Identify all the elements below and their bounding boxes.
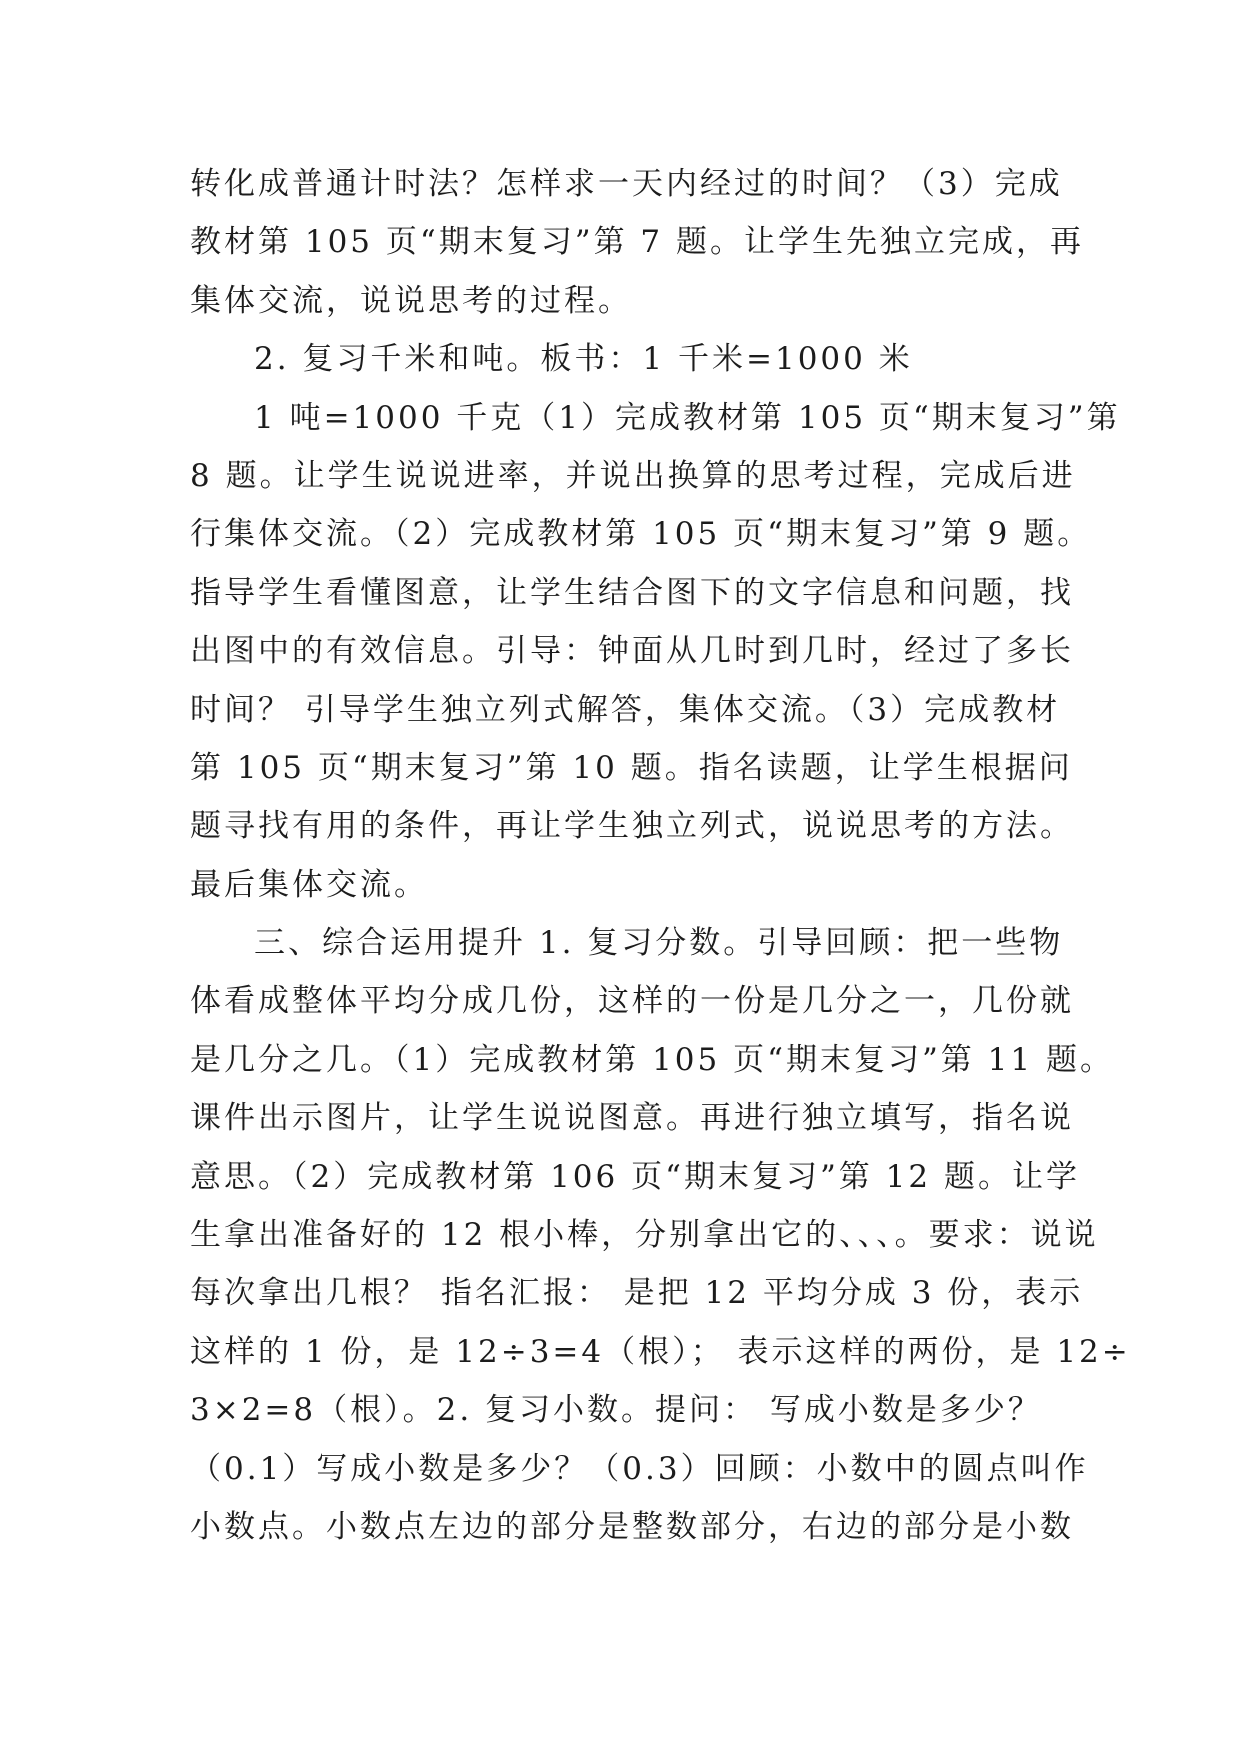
text-line: 时间？ 引导学生独立列式解答，集体交流。（3）完成教材 xyxy=(190,691,1061,728)
text-line: 三、综合运用提升 1. 复习分数。引导回顾：把一些物 xyxy=(254,925,1064,962)
text-line: 出图中的有效信息。引导：钟面从几时到几时，经过了多长 xyxy=(190,633,1074,670)
text-line: 题寻找有用的条件，再让学生独立列式，说说思考的方法。 xyxy=(190,808,1074,845)
text-line: 是几分之几。（1）完成教材第 105 页“期末复习”第 11 题。 xyxy=(190,1041,1114,1078)
text-line: 行集体交流。（2）完成教材第 105 页“期末复习”第 9 题。 xyxy=(190,516,1092,553)
text-line: 每次拿出几根？ 指名汇报： 是把 12 平均分成 3 份，表示 xyxy=(190,1275,1084,1312)
text-line: 体看成整体平均分成几份，这样的一份是几分之一，几份就 xyxy=(190,983,1074,1020)
text-line: 1 吨=1000 千克（1）完成教材第 105 页“期末复习”第 xyxy=(254,399,1121,436)
text-line: 教材第 105 页“期末复习”第 7 题。让学生先独立完成，再 xyxy=(190,224,1085,261)
text-line: 2. 复习千米和吨。板书：1 千米=1000 米 xyxy=(254,341,913,378)
text-line: 小数点。小数点左边的部分是整数部分，右边的部分是小数 xyxy=(190,1508,1074,1545)
text-line: 意思。（2）完成教材第 106 页“期末复习”第 12 题。让学 xyxy=(190,1158,1080,1195)
text-line: 生拿出准备好的 12 根小棒，分别拿出它的、、、。要求：说说 xyxy=(190,1217,1099,1254)
text-line: 指导学生看懂图意，让学生结合图下的文字信息和问题，找 xyxy=(190,574,1074,611)
text-line: 集体交流，说说思考的过程。 xyxy=(190,282,632,319)
text-line: （0.1）写成小数是多少？（0.3）回顾：小数中的圆点叫作 xyxy=(190,1450,1089,1487)
text-line: 这样的 1 份，是 12÷3=4（根）； 表示这样的两份，是 12÷ xyxy=(190,1333,1131,1370)
document-body xyxy=(190,155,1131,1556)
text-line: 转化成普通计时法？怎样求一天内经过的时间？（3）完成 xyxy=(190,166,1063,202)
text-line: 第 105 页“期末复习”第 10 题。指名读题，让学生根据问 xyxy=(190,749,1073,786)
text-line: 最后集体交流。 xyxy=(190,866,428,903)
text-line: 课件出示图片，让学生说说图意。再进行独立填写，指名说 xyxy=(190,1100,1074,1137)
text-line: 3×2=8（根）。2. 复习小数。提问： 写成小数是多少？ xyxy=(190,1392,1042,1429)
text-line: 8 题。让学生说说进率，并说出换算的思考过程，完成后进 xyxy=(190,457,1076,494)
